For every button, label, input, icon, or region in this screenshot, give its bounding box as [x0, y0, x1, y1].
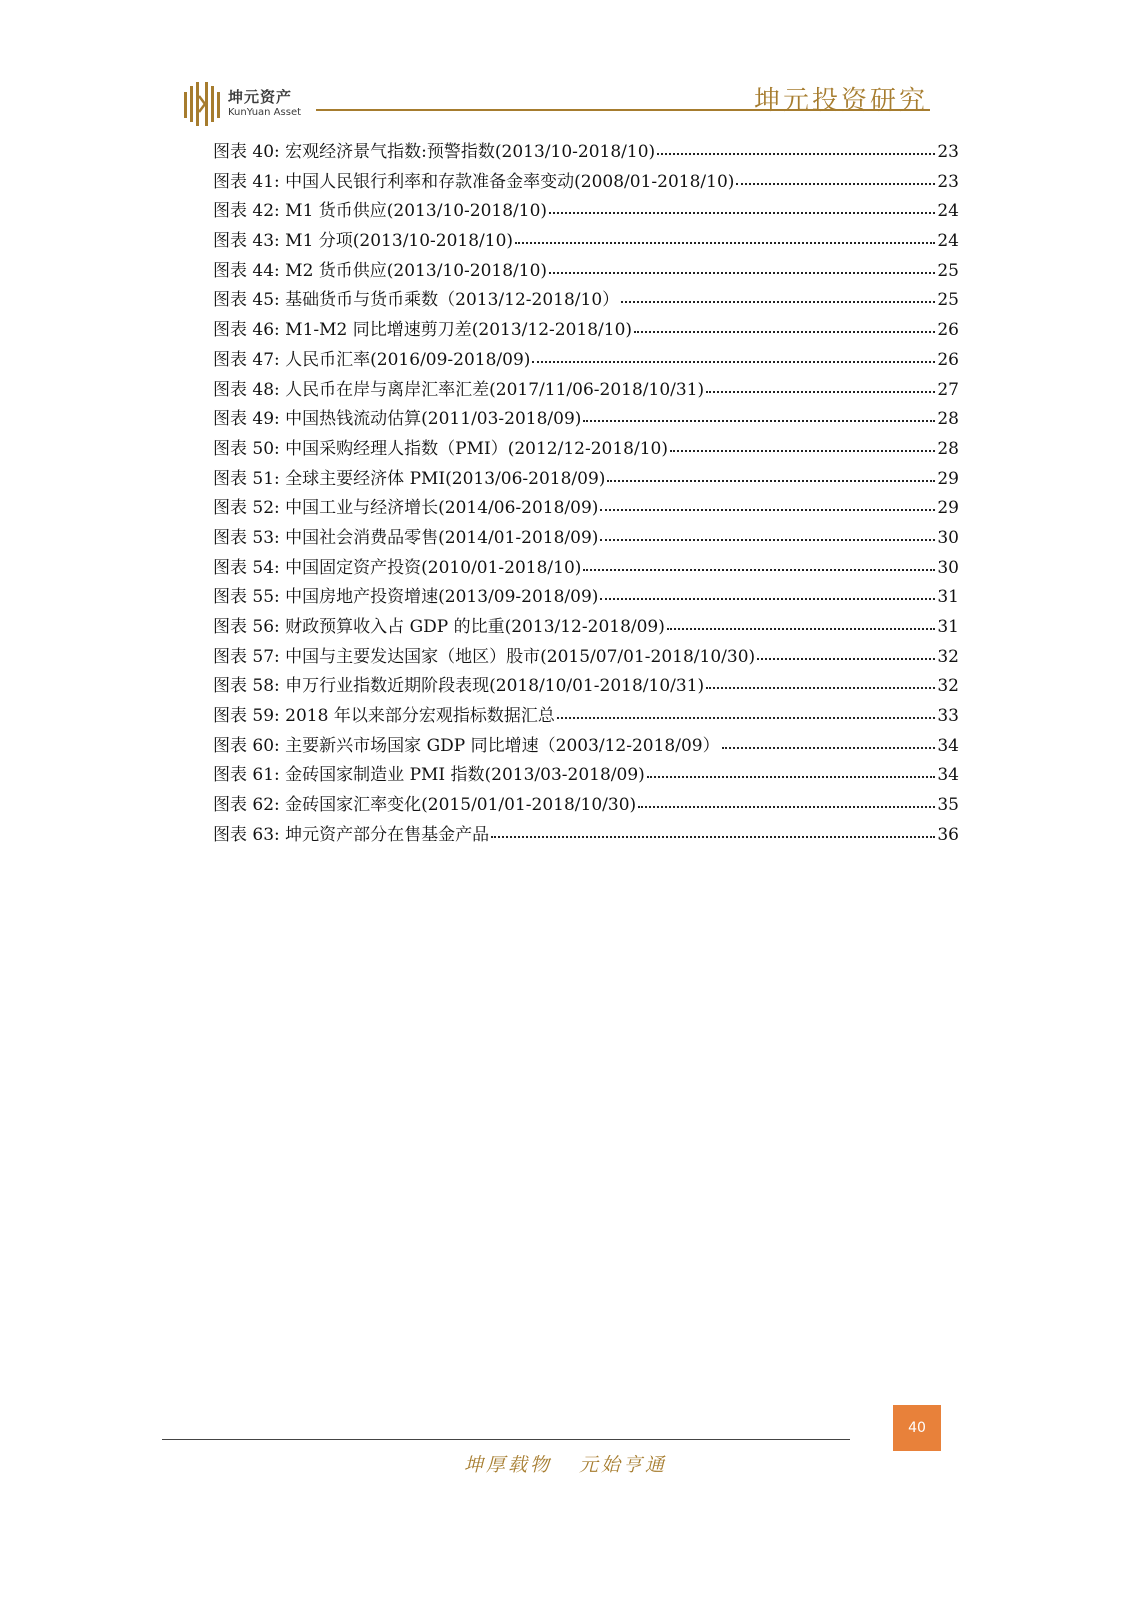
toc-dot-leader — [634, 330, 935, 333]
toc-entry-page: 28 — [937, 438, 959, 459]
toc-entry-label: 图表 43: M1 分项(2013/10-2018/10) — [213, 231, 514, 252]
page-header — [0, 0, 1131, 130]
toc-entry-page: 31 — [937, 617, 959, 637]
toc-dot-leader — [757, 657, 935, 660]
toc-entry-label: 图表 41: 中国人民银行利率和存款准备金率变动(2008/01-2018/10) — [213, 171, 735, 192]
toc-entry[interactable] — [213, 376, 959, 406]
toc-entry-label: 图表 61: 金砖国家制造业 PMI 指数(2013/03-2018/09) — [213, 765, 645, 786]
page-number-badge: 40 — [893, 1405, 941, 1451]
toc-dot-leader — [491, 835, 935, 838]
toc-entry-page: 24 — [937, 201, 959, 222]
toc-entry-page: 29 — [937, 498, 959, 519]
toc-dot-leader — [607, 479, 935, 482]
toc-entry-label: 图表 48: 人民币在岸与离岸汇率汇差(2017/11/06-2018/10/31) — [213, 379, 705, 400]
toc-dot-leader — [600, 597, 935, 600]
toc-entry[interactable] — [213, 613, 959, 643]
toc-entry[interactable] — [213, 702, 959, 732]
toc-entry-label: 图表 49: 中国热钱流动估算(2011/03-2018/09) — [213, 409, 582, 430]
toc-dot-leader — [647, 775, 936, 778]
toc-entry[interactable] — [213, 316, 959, 346]
toc-entry-page: 33 — [937, 706, 959, 727]
toc-entry-label: 图表 56: 财政预算收入占 GDP 的比重(2013/12-2018/09) — [213, 617, 665, 637]
toc-dot-leader — [515, 241, 935, 244]
toc-entry-label: 图表 52: 中国工业与经济增长(2014/06-2018/09) — [213, 498, 599, 519]
toc-entry-label: 图表 42: M1 货币供应(2013/10-2018/10) — [213, 201, 548, 222]
toc-entry-page: 25 — [937, 290, 959, 311]
toc-entry-label: 图表 53: 中国社会消费品零售(2014/01-2018/09) — [213, 527, 599, 548]
toc-entry-label: 图表 54: 中国固定资产投资(2010/01-2018/10) — [213, 557, 582, 578]
toc-entry[interactable] — [213, 465, 959, 495]
toc-entry-label: 图表 50: 中国采购经理人指数（PMI）(2012/12-2018/10) — [213, 438, 668, 459]
toc-dot-leader — [532, 360, 935, 363]
toc-entry-page: 29 — [937, 468, 959, 489]
toc-entry[interactable] — [213, 554, 959, 584]
toc-entry-page: 32 — [937, 646, 959, 667]
toc-entry[interactable] — [213, 168, 959, 198]
toc-entry[interactable] — [213, 138, 959, 168]
toc-entry-page: 32 — [937, 676, 959, 697]
logo-text-cn: 坤元资产 — [228, 88, 293, 106]
toc-entry-label: 图表 46: M1-M2 同比增速剪刀差(2013/12-2018/10) — [213, 320, 633, 341]
toc-entry-label: 图表 63: 坤元资产部分在售基金产品 — [213, 824, 490, 845]
toc-entry-page: 27 — [937, 379, 959, 400]
toc-entry-label: 图表 44: M2 货币供应(2013/10-2018/10) — [213, 260, 548, 281]
toc-dot-leader — [706, 686, 935, 689]
toc-entry-page: 35 — [937, 795, 959, 816]
toc-entry[interactable] — [213, 761, 959, 791]
toc-entry-page: 36 — [937, 824, 959, 845]
toc-entry-page: 28 — [937, 409, 959, 430]
toc-entry-page: 24 — [937, 231, 959, 252]
toc-dot-leader — [549, 211, 935, 214]
toc-entry-label: 图表 58: 申万行业指数近期阶段表现(2018/10/01-2018/10/31) — [213, 676, 705, 697]
toc-entry-page: 26 — [937, 349, 959, 370]
toc-dot-leader — [638, 805, 935, 808]
footer-divider — [162, 1439, 850, 1440]
toc-entry-label: 图表 45: 基础货币与货币乘数（2013/12-2018/10） — [213, 290, 620, 311]
toc-dot-leader — [706, 390, 935, 393]
toc-dot-leader — [557, 716, 936, 719]
toc-entry-label: 图表 62: 金砖国家汇率变化(2015/01/01-2018/10/30) — [213, 795, 637, 816]
toc-entry-page: 26 — [937, 320, 959, 341]
toc-entry-label: 图表 47: 人民币汇率(2016/09-2018/09) — [213, 349, 531, 370]
toc-entry-label: 图表 51: 全球主要经济体 PMI(2013/06-2018/09) — [213, 468, 606, 489]
kunyuan-logo-icon — [183, 82, 221, 126]
toc-dot-leader — [600, 508, 935, 511]
toc-entry[interactable] — [213, 197, 959, 227]
toc-entry-page: 25 — [937, 260, 959, 281]
toc-entry[interactable] — [213, 435, 959, 465]
toc-entry-page: 23 — [937, 142, 959, 162]
toc-dot-leader — [657, 152, 935, 155]
toc-entry[interactable] — [213, 346, 959, 376]
toc-entry-page: 30 — [937, 527, 959, 548]
toc-dot-leader — [583, 419, 935, 422]
toc-dot-leader — [736, 182, 935, 185]
toc-entry-page: 34 — [937, 765, 959, 786]
toc-dot-leader — [667, 627, 935, 630]
toc-entry-label: 图表 59: 2018 年以来部分宏观指标数据汇总 — [213, 706, 555, 727]
toc-entry-page: 31 — [937, 587, 959, 608]
toc-dot-leader — [583, 568, 935, 571]
toc-entry-page: 23 — [937, 171, 959, 192]
header-title: 坤元投资研究 — [753, 86, 928, 116]
toc-dot-leader — [722, 746, 936, 749]
toc-entry[interactable] — [213, 227, 959, 257]
toc-entry[interactable] — [213, 821, 959, 851]
toc-entry-page: 30 — [937, 557, 959, 578]
toc-entry[interactable] — [213, 286, 959, 316]
toc-entry-page: 34 — [937, 735, 959, 756]
toc-dot-leader — [549, 271, 935, 274]
toc-entry[interactable] — [213, 583, 959, 613]
table-of-figures — [213, 138, 959, 851]
toc-entry[interactable] — [213, 672, 959, 702]
toc-entry[interactable] — [213, 643, 959, 673]
toc-entry[interactable] — [213, 494, 959, 524]
toc-entry-label: 图表 55: 中国房地产投资增速(2013/09-2018/09) — [213, 587, 599, 608]
toc-dot-leader — [621, 300, 935, 303]
footer-slogan: 坤厚载物 元始亨通 — [463, 1454, 668, 1476]
toc-entry-label: 图表 40: 宏观经济景气指数:预警指数(2013/10-2018/10) — [213, 142, 656, 162]
toc-entry-label: 图表 57: 中国与主要发达国家（地区）股市(2015/07/01-2018/10/30) — [213, 646, 756, 667]
toc-entry[interactable] — [213, 732, 959, 762]
toc-entry[interactable] — [213, 257, 959, 287]
toc-entry[interactable] — [213, 405, 959, 435]
toc-entry[interactable] — [213, 524, 959, 554]
toc-entry[interactable] — [213, 791, 959, 821]
toc-dot-leader — [670, 449, 935, 452]
logo-text-en: KunYuan Asset — [228, 107, 302, 118]
toc-dot-leader — [600, 538, 935, 541]
toc-entry-label: 图表 60: 主要新兴市场国家 GDP 同比增速（2003/12-2018/09） — [213, 735, 720, 756]
